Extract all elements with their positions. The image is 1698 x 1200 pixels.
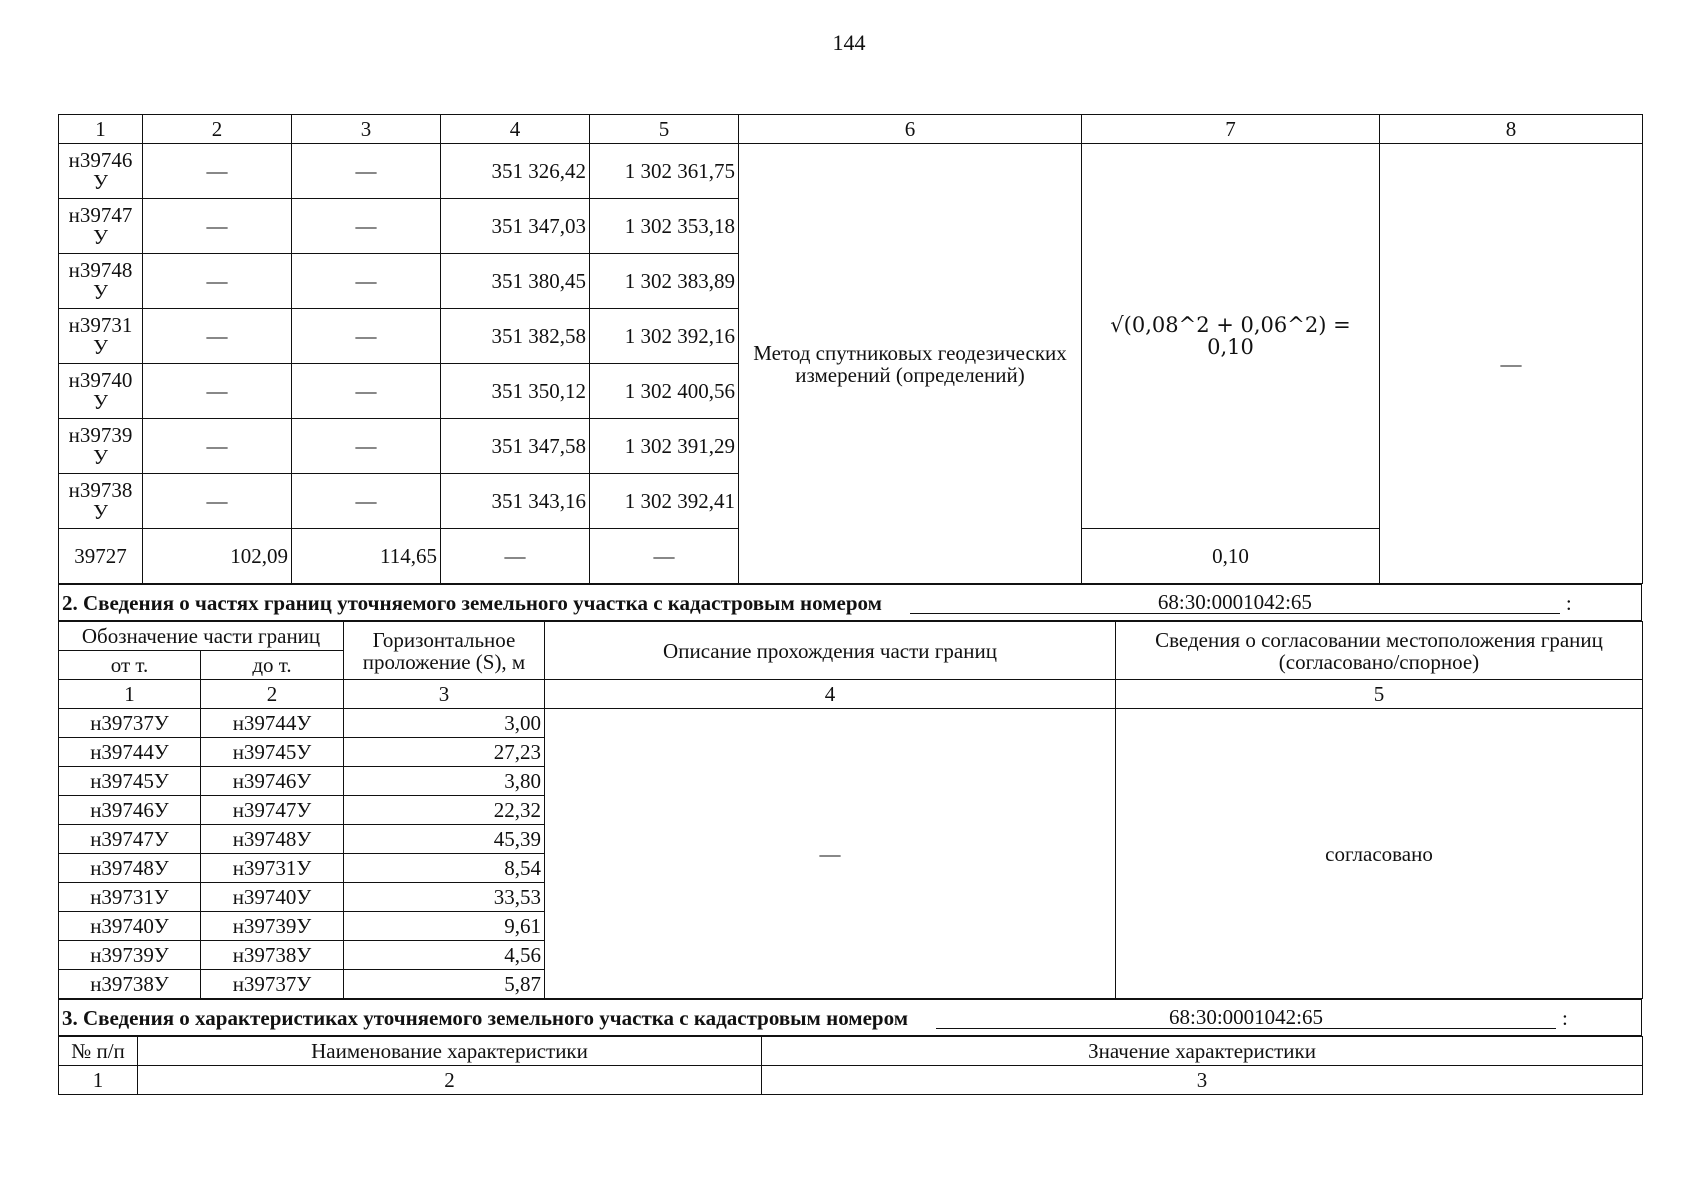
cell-x: 351 326,42 [441, 144, 590, 199]
cell-c2: — [143, 309, 292, 364]
horizontal-distance: 27,23 [344, 738, 545, 767]
section3-cadastral-number: 68:30:0001042:65 [936, 1006, 1556, 1029]
cell-c2: — [143, 419, 292, 474]
to-point: н39744У [201, 709, 344, 738]
horizontal-distance: 4,56 [344, 941, 545, 970]
horizontal-header: Горизонтальное проложение (S), м [344, 622, 545, 680]
section3-title-row [59, 1000, 1642, 1036]
to-point: н39746У [201, 767, 344, 796]
method-cell: Метод спутниковых геодезических измерений (определений) [739, 144, 1082, 584]
section2-colon: : [1565, 590, 1572, 615]
cell-c2: — [143, 199, 292, 254]
agreement-header: Сведения о согласовании местоположения границ (согласовано/спорное) [1116, 622, 1643, 680]
accuracy-cell [1082, 144, 1380, 529]
cell-c3: — [292, 474, 441, 529]
from-point: н39738У [59, 970, 201, 999]
cell-c3: 114,65 [292, 529, 441, 584]
from-point: н39731У [59, 883, 201, 912]
col-number: 3 [344, 680, 545, 709]
cell-c3: — [292, 144, 441, 199]
cell-y: 1 302 392,16 [590, 309, 739, 364]
from-point: н39745У [59, 767, 201, 796]
point-name: н39746 У [59, 144, 143, 199]
cell-y: 1 302 392,41 [590, 474, 739, 529]
to-point: н39740У [201, 883, 344, 912]
accuracy-formula: √(0,08^2 + 0,06^2) = 0,10 [1110, 313, 1351, 359]
description-header: Описание прохождения части границ [545, 622, 1116, 680]
point-name: н39738 У [59, 474, 143, 529]
point-name: н39748 У [59, 254, 143, 309]
to-point: н39731У [201, 854, 344, 883]
section2-title-table [58, 584, 1642, 621]
table-row [59, 709, 1643, 738]
from-point: н39739У [59, 941, 201, 970]
cell-x: — [441, 529, 590, 584]
page-number: 144 [832, 30, 866, 55]
col-number: 7 [1082, 115, 1380, 144]
cell-y: 1 302 353,18 [590, 199, 739, 254]
number-header: № п/п [59, 1037, 138, 1066]
col-number: 3 [292, 115, 441, 144]
col8-cell: — [1380, 144, 1643, 584]
description-cell: — [545, 709, 1116, 999]
horizontal-distance: 8,54 [344, 854, 545, 883]
to-header: до т. [201, 651, 344, 680]
to-point: н39737У [201, 970, 344, 999]
section2-title: 2. Сведения о частях границ уточняемого земельного участка с кадастровым номером [62, 590, 882, 615]
cell-y: 1 302 361,75 [590, 144, 739, 199]
horizontal-distance: 9,61 [344, 912, 545, 941]
point-name: н39740 У [59, 364, 143, 419]
designation-header: Обозначение части границ [59, 622, 344, 651]
from-point: н39737У [59, 709, 201, 738]
cell-c2: — [143, 254, 292, 309]
col-number: 2 [138, 1066, 762, 1095]
from-point: н39740У [59, 912, 201, 941]
boundary-parts-table [58, 621, 1643, 999]
section3-title: 3. Сведения о характеристиках уточняемого земельного участка с кадастровым номером [62, 1005, 909, 1030]
cell-x: 351 380,45 [441, 254, 590, 309]
from-header: от т. [59, 651, 201, 680]
section3-colon: : [1562, 1005, 1568, 1030]
characteristic-value-header: Значение характеристики [762, 1037, 1643, 1066]
cell-c2: — [143, 144, 292, 199]
col-number: 5 [590, 115, 739, 144]
to-point: н39747У [201, 796, 344, 825]
to-point: н39748У [201, 825, 344, 854]
section3-title-table [58, 999, 1642, 1036]
characteristic-name-header: Наименование характеристики [138, 1037, 762, 1066]
section2-cadastral-number: 68:30:0001042:65 [910, 591, 1560, 614]
point-name: н39747 У [59, 199, 143, 254]
cell-c7: 0,10 [1082, 529, 1380, 584]
from-point: н39747У [59, 825, 201, 854]
cell-x: 351 347,58 [441, 419, 590, 474]
col-number: 6 [739, 115, 1082, 144]
col-number: 2 [201, 680, 344, 709]
cell-c2: — [143, 474, 292, 529]
cell-c3: — [292, 364, 441, 419]
characteristics-table [58, 1036, 1643, 1095]
cell-y: 1 302 400,56 [590, 364, 739, 419]
col-number: 1 [59, 115, 143, 144]
cell-y: 1 302 383,89 [590, 254, 739, 309]
points-table-header [59, 115, 1643, 144]
col-number: 1 [59, 680, 201, 709]
agreement-cell: согласовано [1116, 709, 1643, 999]
col-number: 5 [1116, 680, 1643, 709]
from-point: н39746У [59, 796, 201, 825]
section2-title-row [59, 585, 1642, 621]
cell-c3: — [292, 419, 441, 474]
cell-y: — [590, 529, 739, 584]
to-point: н39739У [201, 912, 344, 941]
horizontal-distance: 22,32 [344, 796, 545, 825]
from-point: н39748У [59, 854, 201, 883]
cell-x: 351 347,03 [441, 199, 590, 254]
cell-c3: — [292, 199, 441, 254]
cell-c2: 102,09 [143, 529, 292, 584]
table-row [59, 144, 1643, 199]
cell-y: 1 302 391,29 [590, 419, 739, 474]
cell-x: 351 343,16 [441, 474, 590, 529]
horizontal-distance: 3,80 [344, 767, 545, 796]
horizontal-distance: 3,00 [344, 709, 545, 738]
col-number: 4 [545, 680, 1116, 709]
cell-c3: — [292, 309, 441, 364]
horizontal-distance: 45,39 [344, 825, 545, 854]
points-table [58, 114, 1643, 584]
to-point: н39745У [201, 738, 344, 767]
col-number: 1 [59, 1066, 138, 1095]
col-number: 8 [1380, 115, 1643, 144]
col-number: 3 [762, 1066, 1643, 1095]
horizontal-distance: 5,87 [344, 970, 545, 999]
to-point: н39738У [201, 941, 344, 970]
col-number: 4 [441, 115, 590, 144]
col-number: 2 [143, 115, 292, 144]
from-point: н39744У [59, 738, 201, 767]
cell-x: 351 382,58 [441, 309, 590, 364]
point-name: н39739 У [59, 419, 143, 474]
cell-c2: — [143, 364, 292, 419]
point-name: н39731 У [59, 309, 143, 364]
cell-x: 351 350,12 [441, 364, 590, 419]
cell-c3: — [292, 254, 441, 309]
horizontal-distance: 33,53 [344, 883, 545, 912]
point-name: 39727 [59, 529, 143, 584]
document-body [58, 114, 1642, 1095]
